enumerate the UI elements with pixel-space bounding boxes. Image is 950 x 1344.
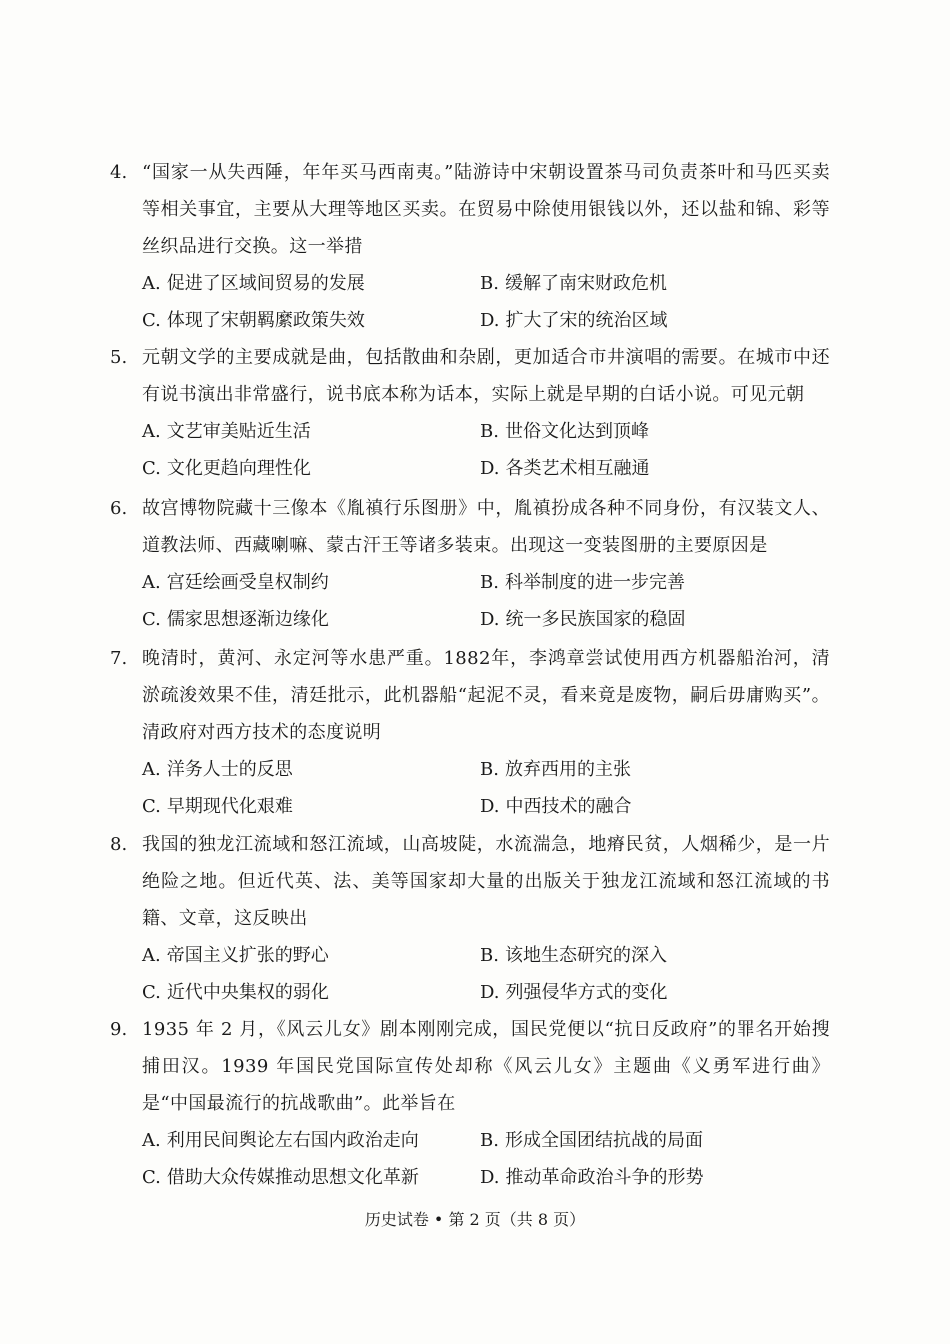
- option-c: [142, 450, 480, 487]
- option-text: 利用民间舆论左右国内政治走向: [166, 1130, 419, 1151]
- option-b: [480, 1122, 818, 1159]
- option-c: [142, 974, 480, 1011]
- question-stem: 晚清时，黄河、永定河等水患严重。1882年，李鸿章尝试使用西方机器船治河，清淤疏浚效果不佳，清廷批示，此机器船“起泥不灵，看来竟是废物，嗣后毋庸购买”。清政府对西方技术的态度说明: [142, 648, 830, 743]
- option-letter: D.: [480, 609, 500, 630]
- option-letter: A.: [142, 572, 161, 593]
- page-footer: 历史试卷 • 第 2 页（共 8 页）: [364, 1210, 586, 1229]
- option-letter: D.: [480, 1167, 500, 1188]
- option-letter: C.: [142, 982, 161, 1003]
- option-d: [480, 302, 818, 339]
- option-text: 文化更趋向理性化: [166, 458, 311, 479]
- question-number: 4.: [110, 162, 128, 183]
- option-letter: C.: [142, 796, 161, 817]
- options: [142, 1122, 830, 1196]
- options: [142, 265, 830, 339]
- options: [142, 751, 830, 825]
- option-b: [480, 413, 818, 450]
- option-b: [480, 937, 818, 974]
- option-letter: D.: [480, 458, 500, 479]
- option-d: [480, 601, 818, 638]
- question-number: 6.: [110, 498, 128, 519]
- option-text: 促进了区域间贸易的发展: [166, 273, 365, 294]
- question-stem: 1935 年 2 月，《风云儿女》剧本刚刚完成，国民党便以“抗日反政府”的罪名开始搜捕田汉。1939 年国民党国际宣传处却称《风云儿女》主题曲《义勇军进行曲》是“中国最流行的抗战歌曲”。此举旨在: [142, 1019, 830, 1114]
- option-text: 早期现代化艰难: [166, 796, 293, 817]
- option-text: 扩大了宋的统治区域: [505, 310, 668, 331]
- option-a: [142, 751, 480, 788]
- question-number: 9.: [110, 1019, 128, 1040]
- option-letter: B.: [480, 945, 499, 966]
- question-4: [110, 154, 830, 339]
- option-d: [480, 788, 818, 825]
- option-text: 宫廷绘画受皇权制约: [166, 572, 329, 593]
- option-letter: C.: [142, 1167, 161, 1188]
- option-d: [480, 974, 818, 1011]
- option-letter: B.: [480, 1130, 499, 1151]
- option-text: 放弃西用的主张: [504, 759, 631, 780]
- question-7: [110, 640, 830, 825]
- option-text: 缓解了南宋财政危机: [504, 273, 667, 294]
- question-number: 7.: [110, 648, 128, 669]
- option-text: 中西技术的融合: [505, 796, 632, 817]
- question-8: [110, 826, 830, 1011]
- option-letter: C.: [142, 609, 161, 630]
- options: [142, 413, 830, 487]
- option-b: [480, 564, 818, 601]
- option-letter: A.: [142, 421, 161, 442]
- options: [142, 564, 830, 638]
- option-text: 体现了宋朝羁縻政策失效: [166, 310, 365, 331]
- option-text: 科举制度的进一步完善: [504, 572, 685, 593]
- option-text: 近代中央集权的弱化: [166, 982, 329, 1003]
- options: [142, 937, 830, 1011]
- option-c: [142, 601, 480, 638]
- option-text: 该地生态研究的深入: [504, 945, 667, 966]
- question-number: 5.: [110, 347, 128, 368]
- option-letter: D.: [480, 982, 500, 1003]
- question-stem: “国家一从失西陲，年年买马西南夷。”陆游诗中宋朝设置茶马司负责茶叶和马匹买卖等相关事宜，主要从大理等地区买卖。在贸易中除使用银钱以外，还以盐和锦、彩等丝织品进行交换。这一举措: [142, 162, 830, 257]
- option-b: [480, 265, 818, 302]
- option-letter: C.: [142, 458, 161, 479]
- question-stem: 元朝文学的主要成就是曲，包括散曲和杂剧，更加适合市井演唱的需要。在城市中还有说书演出非常盛行，说书底本称为话本，实际上就是早期的白话小说。可见元朝: [142, 347, 830, 405]
- option-text: 借助大众传媒推动思想文化革新: [166, 1167, 419, 1188]
- question-stem: 故宫博物院藏十三像本《胤禛行乐图册》中，胤禛扮成各种不同身份，有汉装文人、道教法师、西藏喇嘛、蒙古汗王等诸多装束。出现这一变装图册的主要原因是: [142, 498, 830, 556]
- option-letter: D.: [480, 796, 500, 817]
- question-6: [110, 490, 830, 638]
- option-letter: B.: [480, 421, 499, 442]
- option-a: [142, 413, 480, 450]
- option-text: 推动革命政治斗争的形势: [505, 1167, 704, 1188]
- option-letter: A.: [142, 273, 161, 294]
- option-text: 列强侵华方式的变化: [505, 982, 668, 1003]
- option-text: 文艺审美贴近生活: [166, 421, 311, 442]
- option-c: [142, 788, 480, 825]
- option-letter: D.: [480, 310, 500, 331]
- option-letter: A.: [142, 759, 161, 780]
- question-stem: 我国的独龙江流域和怒江流域，山高坡陡，水流湍急，地瘠民贫，人烟稀少，是一片绝险之地。但近代英、法、美等国家却大量的出版关于独龙江流域和怒江流域的书籍、文章，这反映出: [142, 834, 830, 929]
- option-text: 形成全国团结抗战的局面: [504, 1130, 703, 1151]
- option-b: [480, 751, 818, 788]
- option-text: 儒家思想逐渐边缘化: [166, 609, 329, 630]
- option-letter: B.: [480, 273, 499, 294]
- option-c: [142, 1159, 480, 1196]
- question-5: [110, 339, 830, 487]
- option-letter: C.: [142, 310, 161, 331]
- option-text: 世俗文化达到顶峰: [504, 421, 649, 442]
- option-letter: A.: [142, 945, 161, 966]
- option-letter: B.: [480, 572, 499, 593]
- option-a: [142, 937, 480, 974]
- option-a: [142, 564, 480, 601]
- option-letter: A.: [142, 1130, 161, 1151]
- option-letter: B.: [480, 759, 499, 780]
- option-text: 洋务人士的反思: [166, 759, 293, 780]
- option-d: [480, 1159, 818, 1196]
- option-a: [142, 265, 480, 302]
- option-text: 各类艺术相互融通: [505, 458, 650, 479]
- question-9: [110, 1011, 830, 1196]
- option-c: [142, 302, 480, 339]
- option-d: [480, 450, 818, 487]
- question-number: 8.: [110, 834, 128, 855]
- option-text: 帝国主义扩张的野心: [166, 945, 329, 966]
- option-a: [142, 1122, 480, 1159]
- option-text: 统一多民族国家的稳固: [505, 609, 686, 630]
